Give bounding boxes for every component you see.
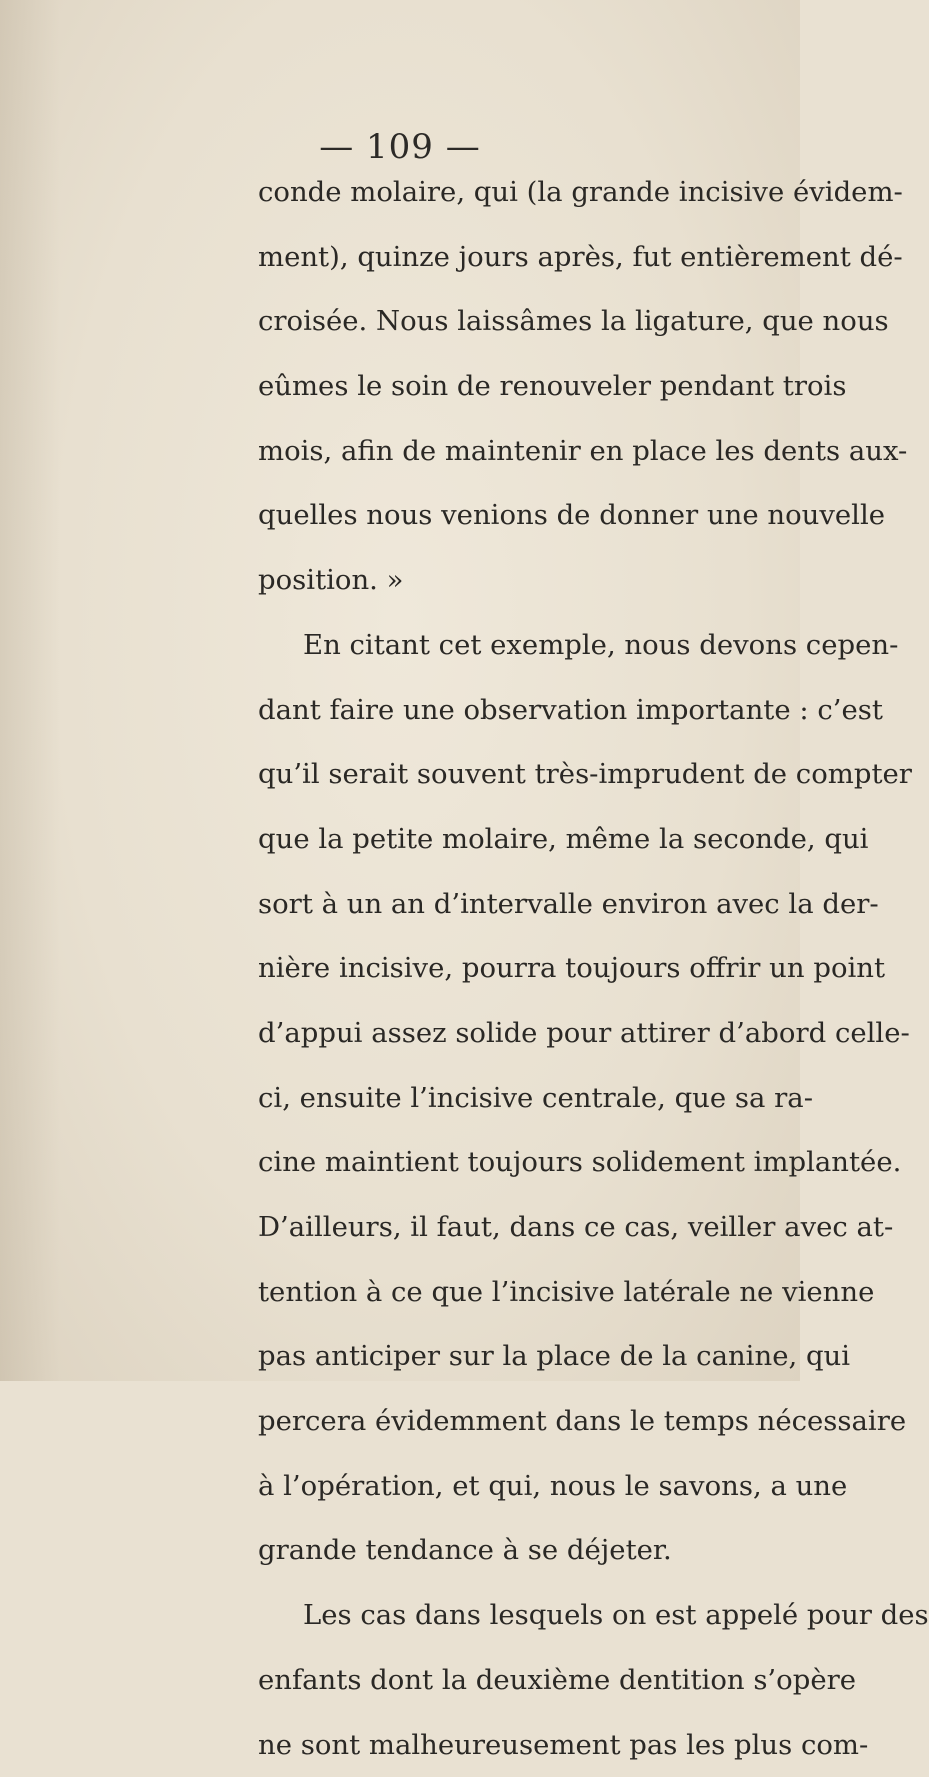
page-edge-shadow [0,0,60,1381]
text-line: percera évidemment dans le temps nécessaire [258,1389,773,1454]
text-line: dant faire une observation importante : c’est [258,678,773,743]
text-line: ne sont malheureusement pas les plus com- [258,1713,773,1777]
text-line: nière incisive, pourra toujours offrir un point [258,936,773,1001]
text-line: En citant cet exemple, nous devons cepen- [258,613,773,678]
text-line: à l’opération, et qui, nous le savons, a une [258,1454,773,1519]
text-line: quelles nous venions de donner une nouvelle [258,483,773,548]
text-line: Les cas dans lesquels on est appelé pour des [258,1583,773,1648]
text-line: sort à un an d’intervalle environ avec la der- [258,872,773,937]
text-line: enfants dont la deuxième dentition s’opère [258,1648,773,1713]
text-line: ci, ensuite l’incisive centrale, que sa ra- [258,1066,773,1131]
text-line: D’ailleurs, il faut, dans ce cas, veiller avec at- [258,1195,773,1260]
text-line: que la petite molaire, même la seconde, qui [258,807,773,872]
text-line: qu’il serait souvent très-imprudent de compter [258,742,773,807]
text-line: conde molaire, qui (la grande incisive évidem- [258,160,773,225]
text-line: position. » [258,548,773,613]
text-line: mois, afin de maintenir en place les dents aux- [258,419,773,484]
text-line: cine maintient toujours solidement implantée. [258,1130,773,1195]
body-text [258,160,773,1777]
text-line: pas anticiper sur la place de la canine, qui [258,1324,773,1389]
text-line: tention à ce que l’incisive latérale ne vienne [258,1260,773,1325]
text-line: grande tendance à se déjeter. [258,1518,773,1583]
text-line: croisée. Nous laissâmes la ligature, que nous [258,289,773,354]
text-line: d’appui assez solide pour attirer d’abord celle- [258,1001,773,1066]
text-line: ment), quinze jours après, fut entièrement dé- [258,225,773,290]
page-number: — 109 — [0,127,800,167]
text-line: eûmes le soin de renouveler pendant trois [258,354,773,419]
